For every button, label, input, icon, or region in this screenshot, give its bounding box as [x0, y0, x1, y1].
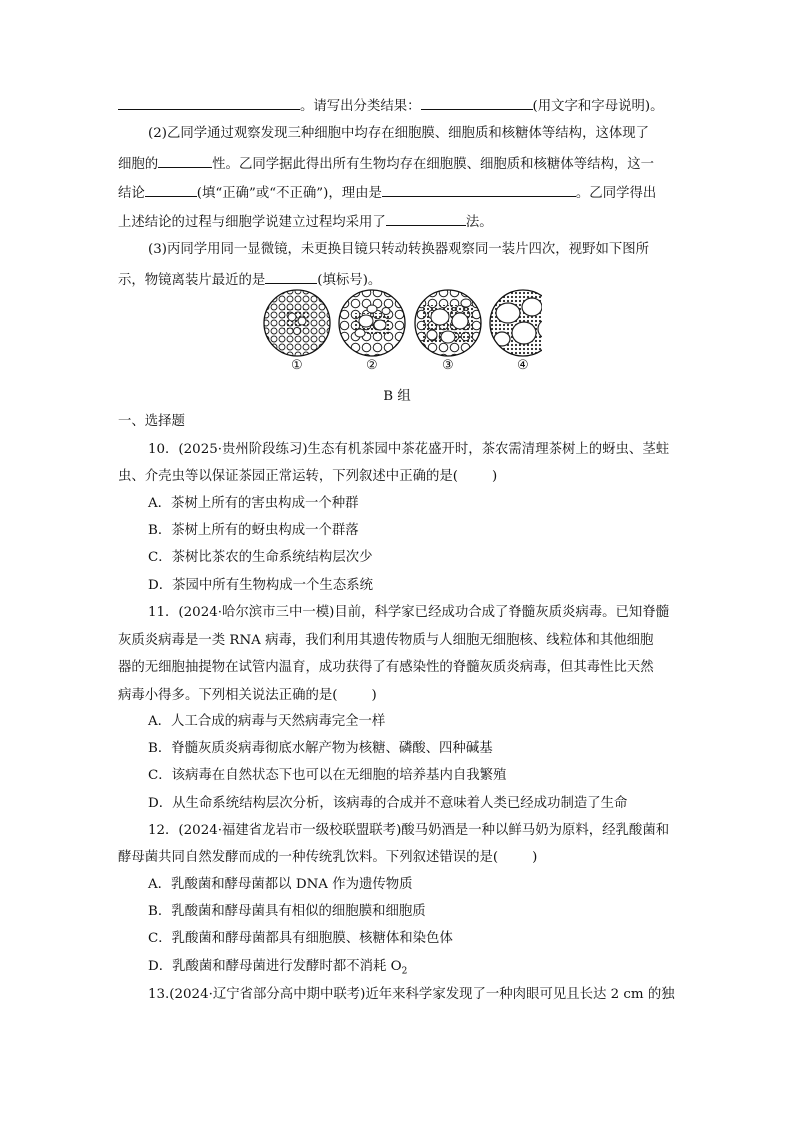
- q11-option-d[interactable]: D．从生命系统结构层次分析，该病毒的合成并不意味着人类已经成功制造了生命: [148, 796, 628, 811]
- q9-part3-line-1: (3)丙同学用同一显微镜，未更换目镜只转动转换器观察同一装片四次，视野如下图所: [148, 242, 650, 257]
- field-1: [262, 287, 332, 357]
- answer-blank[interactable]: [118, 95, 300, 110]
- section-title: 一、选择题: [118, 414, 185, 429]
- q11-line-1: 11．(2024·哈尔滨市三中一模)目前，科学家已经成功合成了脊髓灰质炎病毒。已知脊髓: [148, 605, 670, 620]
- q10-option-a[interactable]: A．茶树上所有的害虫构成一个种群: [148, 496, 359, 511]
- figure-label-2: ②: [366, 358, 378, 373]
- q11-line-3: 器的无细胞抽提物在试管内温育，成功获得了有感染性的脊髓灰质炎病毒，但其毒性比天然: [118, 660, 654, 675]
- answer-blank[interactable]: [158, 153, 212, 168]
- q11-line-4: 病毒小得多。下列相关说法正确的是( ): [118, 688, 377, 703]
- q12-line-2: 酵母菌共同自然发酵而成的一种传统乳饮料。下列叙述错误的是( ): [118, 850, 538, 865]
- q9-part2-line-4: 上述结论的过程与细胞学说建立过程均采用了 法。: [118, 211, 493, 233]
- q10-option-d[interactable]: D．茶园中所有生物构成一个生态系统: [148, 578, 373, 593]
- q10-option-c[interactable]: C．茶树比茶农的生命系统结构层次少: [148, 550, 373, 565]
- q12-option-c[interactable]: C．乳酸菌和酵母菌都具有细胞膜、核糖体和染色体: [148, 931, 453, 946]
- q11-line-2: 灰质炎病毒是一类 RNA 病毒，我们利用其遗传物质与人细胞无细胞核、线粒体和其他细胞: [118, 633, 654, 648]
- field-4: [488, 287, 542, 357]
- q10-line-2: 虫、介壳虫等以保证茶园正常运转，下列叙述中正确的是( ): [118, 469, 498, 484]
- figure-label-4: ④: [517, 358, 529, 373]
- q10-option-b[interactable]: B．茶树上所有的蚜虫构成一个群落: [148, 523, 359, 538]
- q11-option-a[interactable]: A．人工合成的病毒与天然病毒完全一样: [148, 714, 386, 729]
- answer-blank[interactable]: [386, 211, 466, 226]
- q12-line-1: 12．(2024·福建省龙岩市一级校联盟联考)酸马奶酒是一种以鲜马奶为原料，经乳酸菌和: [148, 823, 670, 838]
- figure-label-1: ①: [291, 358, 303, 373]
- q12-option-b[interactable]: B．乳酸菌和酵母菌具有相似的细胞膜和细胞质: [148, 904, 426, 919]
- q12-option-a[interactable]: A．乳酸菌和酵母菌都以 DNA 作为遗传物质: [148, 877, 413, 892]
- microscope-fields-figure: [262, 287, 542, 357]
- figure-label-3: ③: [442, 358, 454, 373]
- answer-blank[interactable]: [265, 269, 317, 284]
- q9-part2-line-3: 结论 (填“正确”或“不正确”)，理由是 。乙同学得出: [118, 182, 656, 204]
- answer-blank[interactable]: [145, 182, 197, 197]
- answer-blank[interactable]: [421, 95, 533, 110]
- q12-option-d[interactable]: D．乳酸菌和酵母菌进行发酵时都不消耗 $O_2$: [148, 959, 408, 977]
- q9-line-1: 。请写出分类结果： (用文字和字母说明)。: [118, 95, 663, 117]
- q9-part3-line-2: 示，物镜离装片最近的是 (填标号)。: [118, 269, 381, 291]
- q9-part2-line-1: (2)乙同学通过观察发现三种细胞中均存在细胞膜、细胞质和核糖体等结构，这体现了: [148, 126, 650, 141]
- q11-option-c[interactable]: C．该病毒在自然状态下也可以在无细胞的培养基内自我繁殖: [148, 768, 507, 783]
- q11-option-b[interactable]: B．脊髓灰质炎病毒彻底水解产物为核糖、磷酸、四种碱基: [148, 741, 493, 756]
- answer-blank[interactable]: [382, 182, 576, 197]
- q13-line-1: 13.(2024·辽宁省部分高中期中联考)近年来科学家发现了一种肉眼可见且长达 2 cm 的独: [148, 987, 675, 1002]
- q10-line-1: 10．(2025·贵州阶段练习)生态有机茶园中茶花盛开时，茶农需清理茶树上的蚜虫、茎蛀: [148, 442, 670, 457]
- field-2: [337, 287, 409, 357]
- field-3: [412, 287, 484, 357]
- q9-part2-line-2: 细胞的 性。乙同学据此得出所有生物均存在细胞膜、细胞质和核糖体等结构，这一: [118, 153, 654, 175]
- group-title: B 组: [383, 389, 411, 404]
